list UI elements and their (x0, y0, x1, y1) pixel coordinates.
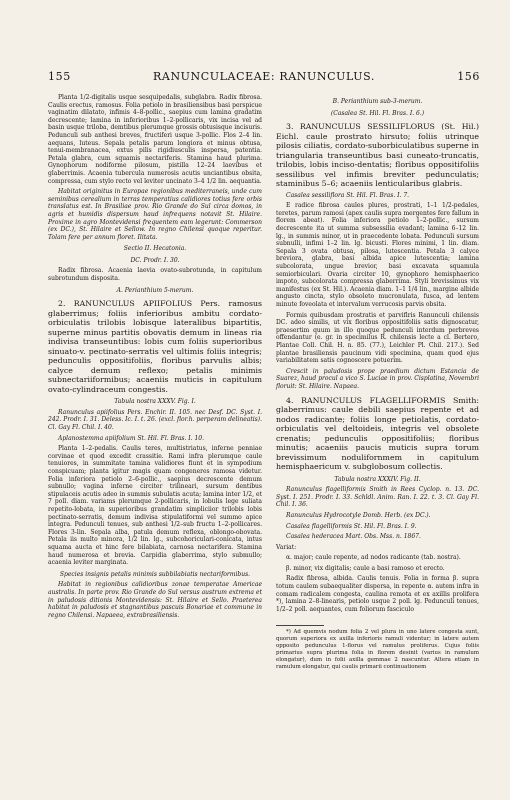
species-heading: 3. RANUNCULUS SESSILIFLORUS (St. Hil.) Eichl. caule prostrato hirsuto; foliis utrinque pilosis ciliatis, cordato-suborbiculatibus superne in triangularia transeuntibus basi cuneato-truncatis, trilobis, lobis inciso-dentatis; floribus oppositifoliis sessilibus vel infimis breviter pedunculatis; staminibus 5–6; acaeniis lenticularibus glabris. (276, 122, 479, 189)
italic-paragraph: Ranunculus flagelliformis Smith in Rees Cyclop. n. 13. DC. Syst. I. 251. Prodr. I. 33. Schldl. Anim. Ran. I. 22. t. 3. Cl. Gay Fl. Chil. I. 36. (276, 486, 479, 509)
italic-paragraph: Habitat in regionibus calidioribus zonae temperatae Americae australis. In parte prov. Rio Grande do Sul versus austrum extrema et in paludosis ditionis Montevidensis: St. Hilaire et Sello. Praeterea habitat in paludosis et stagnantibus pascuis Bonariae et commune in regno Chilensi. Napaeea, extrabrasiliensis. (48, 581, 262, 619)
italic-paragraph: Casalea flagelliformis St. Hil. Fl. Bras. I. 9. (286, 522, 417, 530)
paragraph: Variat: (276, 543, 297, 551)
centered-line: (Casalea St. Hil. Fl. Bras. I. 6.) (330, 109, 425, 117)
italic-paragraph: Ranunculus apiifolius Pers. Enchir. II. 105. nec Desf. DC. Syst. I. 242. Prodr. I. 31. Deless. Ic. I. t. 26. (excl. flor.h. perperam delineatis). Cl. Gay Fl. Chil. I. 40. (48, 408, 262, 432)
centered-line: Species insignis petalis minimis subbilabiatis nectariformibus. (59, 570, 251, 578)
italic-paragraph: Aplanostemma apiifolium St. Hil. Fl. Bras. I. 10. (58, 434, 205, 442)
paragraph: Planta 1–2-pedalis. Caulis teres, multistriatus, inferne penniae corvinae et quod excedit crassitie. Rami infra plerumque caule tenuiores, in summitate tamina validiores fiunt et in sympodium conspicuam; planta igitur magis quam congeneres ramosa videtur. Folia inferiora petiolo 2–6-pollic., saepius decrescente demum subnullo; vagina inferne circiter trilineari, sursum dentibus stipulaceis acutis adeo in summis subulatis acuta; lamina inter 1/2, et 7 poll. diam. variams plerumque 2-pollicaris, in lobulis lege suliata repetito-lobata, in superioribus grandatim simpliciior trilobis lobis pectinato-serratis, demum indivisa stipulatiformi vel summo apice integra. Pedunculi tenues, sub anthesi 1/2–sub fructu 1–2-pollicares. Flores 3-lin. Sepala alba, patula demum reflexa, oblongo-obovata. Petala iis multo minora, 1/2 lin. lg., subcohoriculari-conicata, intus squama aucta et hinc fere bilabiata, carnosa nectarifera. Stamina haud numerosa et brevia. Carpidia glaberrima, stylo submullo; acaenia leviter marginata. (48, 445, 262, 567)
italic-paragraph: Casalea hederacea Mart. Obs. Mss. n. 1867. (286, 533, 421, 541)
paragraph: α. major; caule repente, ad nodos radicante (tab. nostra). (286, 554, 461, 562)
running-title: RANUNCULACEAE: RANUNCULUS. (153, 70, 375, 83)
right-column (276, 94, 479, 674)
page-number-left: 155 (48, 70, 71, 83)
species-heading: 2. RANUNCULUS APIIFOLIUS Pers. ramosus glaberrimus; foliis inferioribus ambitu cordato-orbiculatis trilobis lobisque lateralibus bipartitis, superne minus partitis obovatis demum in lineas ria indivisa transeuntibus: lobis cum foliis superioribus sinuato-v. pectinato-serratis vel ultimis foliis integris; pedunculis oppositifoliis, floribus parvulis albis; calyce demum reflexo; petalis minimis subnectariiformibus; acaeniis muticis in capitulum ovato-cylindraceum congestis. (48, 299, 262, 394)
paragraph: Planta 1/2-digitalis usque sesquipedalis, subglabra. Radix fibrosa. Caulis erectus, ramosus. Folia petiolo in brasiliensibus basi perspicue vaginatim dilatato, infimis 4–8-pollic., saepius cum lamina gradatim decrescente; lamina in inferioribus 1–2-pollicaris, vix incisa vel ad basin usque triloba, demtibus plerumque grossis obtusisque incisuris. Pedunculi sub anthesi breves, fructiferi usque 3-pollic. Flos 2–4 lin. aequans, luteus. Sepala petalis parum longiora et minus obtusa, tenui-membranacea, extus pilis rigidiusculis inspersa, patentia. Petala glabra, cum squamis nectariferis. Stamina haud plurima. Gynophorum nodiforme pilosum, pistilla 12–24 laevibus et glaberrimis. Acaenia tubercula numerosis acutis unciantibus obsita, compressa, cum stylo recto vel leviter uncinato 3–4 1/2 lin. aequantia. (48, 94, 262, 185)
footnote-divider (276, 625, 324, 626)
page-header (48, 70, 480, 84)
paragraph: Radix fibrosa, albida. Caulis tenuis. Folia in forma β. supra totum caulem subaequaliter dispersa, in repente α. autem infra in comam radicalem congesta, caulina remota et ex axillis prolifera *), lamina 2–8-linearis, petiolo usque 2 poll. lg. Pedunculi tenues, 1/2–2 poll. aequantes, cum foliorum fasciculo (276, 575, 479, 613)
italic-paragraph: Ranunculus Hydrocotyle Domb. Herb. (ex DC.). (286, 511, 431, 519)
footnote: *) Ad quemvis nodum folia 2 vel plura in uno latere congesta sunt, quorum superiora ex axilla inferioris ramuli videntur; in latere autem opposito pedunculus 1-florus vel ramulus proliferus. Cujus foliis primarius supra plurima folia in florem desinit (varius in ramulum elongatur), dum in folii axilla gemmae 2 nascuntur. Altera etiam in ramulum elongatur, qui caulis primarii continuationem (276, 629, 479, 671)
paragraph: Formis quibusdam prostratis et parviflris Ranunculi chilensis DC. adeo similis, ut vix floribus oppositifoliis satis dignoscatur, praesertim quum in illo quoque pedunculi interdum perbreves offendantur (e. gr. in specimilus R. chilensis lecte a cl. Bertero, Plantae Coll. Chil. H. n. 85. (77.), Leichler Pl. Chil. 217.). Sed plantae brasiliensis paucinum vidi specimina, quam quod ejus variabilitatem satis cognoscere potuerim. (276, 311, 479, 365)
italic-paragraph: Habitat originitus in Europae regionibus mediterraneis, unde cum seminibus cerealium in terras temperatius calidiores totius fere orbis translatus est. In Brasiliae prov. Rio Grande do Sul circa domos, in agris et humidis dispersum haud infrequens notavit St. Hilaire. Proxime in agro Montevidensi frequentem eam legerunt: Commerson (ex DC.), St. Hilaire et Sellow. In regno Chilensi quoque reperitur. Tolam fere per annum floret. Ilitata. (48, 188, 262, 241)
centered-line: B. Perianthium sub-3-merum. (332, 98, 423, 105)
centered-line: Sectio II. Hecatonia. (123, 245, 187, 253)
centered-line: Tabula nostra XXXIV. Fig. II. (334, 475, 421, 483)
centered-line: DC. Prodr. I. 30. (130, 256, 180, 264)
paragraph: E radice fibrosa caules plures, prostrati, 1–1 1/2-pedales, teretes, parum ramosi (apex caulis supra mergentes fere fallum in florem abeat). Folia inferiora petiolo 1–2-pollic., sursum decrescente ita ut summa subsessilia evadant; lamina 6–12 lin. lg., in summis minor, ut in praecedente lobata. Pedunculi sursum subnulli, infimi 1–2 lin. lg. bicusti. Flores minimi, 1 lin. diam. Sepala 3 ovata obtusa, pilosa, lutescentia. Petala 3 calyce breviora, glabra, basi albida apice lutescentia; lamina subcolorata, ungue brevior, basi excavata squamula semiorbiculari. Ovaria circiter 10, gynophoro hemisphaerico impoto, subcolorata compressa glaberrima. Styli brevissimus vix manifestus (ex St. Hil.). Acaenia diam. 1–1 1/4 lin., margine albide angusto cincta, stylo obsoleto mucronulata, fusca, ad lentem minute foveolata et intervalum verrucosis parvis obsita. (276, 202, 479, 308)
page-number-right: 156 (457, 70, 480, 83)
paragraph: β. minor, vix digitalis; caule a basi ramoso et erecto. (286, 564, 445, 572)
italic-paragraph: Crescit in paludosis prope praedium dictum Estancia de Suarez, haud procul a vico S. Luciae in prov. Cisplatina, Novembri floruit: St. Hilaire. Napaea. (276, 367, 479, 390)
centered-line: A. Perianthium 5-merum. (116, 286, 194, 294)
left-column (48, 94, 262, 622)
species-heading: 4. RANUNCULUS FLAGELLIFORMIS Smith: glaberrimus: caule debili saepius repente et ad nodos radicante; foliis longe petiolatis, cordato-orbiculatis vel deltoideis, integris vel obsolete crenatis; pedunculis oppositifoliis; floribus minutis; acaeniis paucis muticis supra torum brevissimum nodulifornmem in capitulum hemisphaericum v. subglobosum collectis. (276, 395, 479, 472)
centered-line: Tabula nostra XXXV. Fig. I. (114, 398, 196, 406)
paragraph: Radix fibrosa. Acaenia laevia ovato-subrotunda, in capitulum subrotundum disposita. (48, 267, 262, 283)
italic-paragraph: Casalea sessiliflora St. Hil. Fl. Bras. I. 7. (286, 191, 410, 199)
